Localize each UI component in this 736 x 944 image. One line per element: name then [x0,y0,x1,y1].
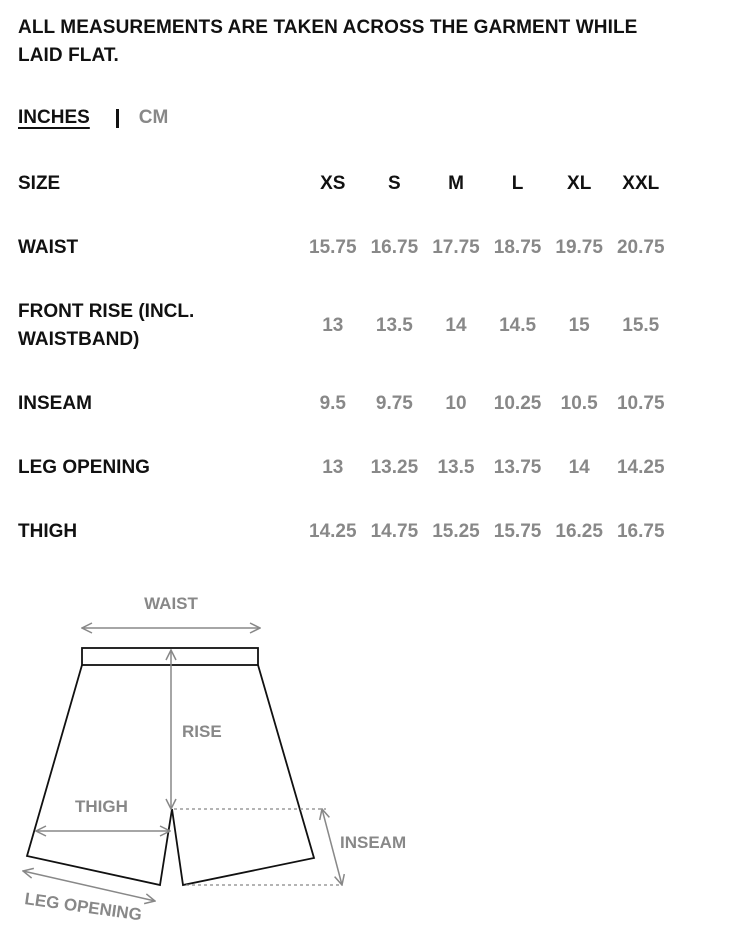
table-cell: 14.25 [309,521,357,542]
rise-label: RISE [182,722,222,741]
right-leg-shape [172,665,314,885]
table-cell: 17.75 [432,237,480,258]
table-cell: 15.5 [622,315,660,336]
table-row-waist [18,216,672,280]
unit-tab-inches[interactable]: INCHES [18,107,90,128]
table-cell: 13.25 [370,457,419,478]
row-label-thigh: THIGH [18,521,78,542]
size-m: M [448,173,464,194]
unit-tab-cm[interactable]: CM [138,107,169,128]
waistband-shape [82,648,258,665]
table-cell: 18.75 [493,237,542,258]
unit-toggle [18,104,168,132]
measurement-note [18,14,698,70]
table-cell: 13.75 [493,457,542,478]
table-cell: 16.75 [370,237,419,258]
size-xxl: XXL [622,173,660,194]
leg-opening-label: LEG OPENING [23,889,144,925]
table-cell: 9.75 [375,393,413,414]
size-chart-table [18,152,672,564]
size-header-row [18,152,672,216]
table-cell: 14.75 [370,521,419,542]
size-l: L [511,173,524,194]
inseam-label: INSEAM [340,833,407,852]
row-label-front-rise-line-1: FRONT RISE (INCL. [18,301,195,322]
table-cell: 13.5 [375,315,413,336]
thigh-label: THIGH [75,797,128,816]
table-cell: 9.5 [319,393,346,414]
table-row-inseam [18,372,672,436]
table-cell: 14 [445,315,467,336]
inseam-arrow [322,809,342,885]
table-cell: 13.5 [437,457,475,478]
table-cell: 14.5 [499,315,537,336]
table-cell: 10.5 [560,393,598,414]
table-cell: 15 [568,315,590,336]
table-cell: 20.75 [616,237,665,258]
measurement-note-line-2: LAID FLAT. [18,45,119,66]
size-header-label: SIZE [18,173,61,194]
size-xl: XL [567,173,592,194]
unit-separator [116,109,119,128]
table-row-front-rise [18,280,672,372]
row-label-waist: WAIST [18,237,79,258]
table-cell: 15.75 [309,237,357,258]
shorts-measurement-diagram [0,580,440,944]
table-cell: 13 [322,457,344,478]
table-cell: 15.75 [493,521,542,542]
measurement-note-line-1: ALL MEASUREMENTS ARE TAKEN ACROSS THE GARMENT WHILE [18,17,638,38]
table-cell: 10.25 [493,393,542,414]
table-cell: 10 [445,393,467,414]
row-label-leg-opening: LEG OPENING [18,457,150,478]
size-xs: XS [320,173,346,194]
row-label-inseam: INSEAM [18,393,92,414]
table-row-leg-opening [18,436,672,500]
left-leg-shape [27,665,172,885]
table-cell: 19.75 [555,237,603,258]
size-s: S [388,173,401,194]
row-label-front-rise [18,280,302,372]
table-cell: 16.25 [555,521,603,542]
table-cell: 10.75 [616,393,665,414]
waist-label: WAIST [144,594,198,613]
table-cell: 14.25 [616,457,665,478]
table-row-thigh [18,500,672,564]
row-label-front-rise-line-2: WAISTBAND) [18,329,140,350]
table-cell: 13 [322,315,344,336]
table-cell: 16.75 [616,521,665,542]
table-cell: 15.25 [432,521,480,542]
table-cell: 14 [568,457,590,478]
